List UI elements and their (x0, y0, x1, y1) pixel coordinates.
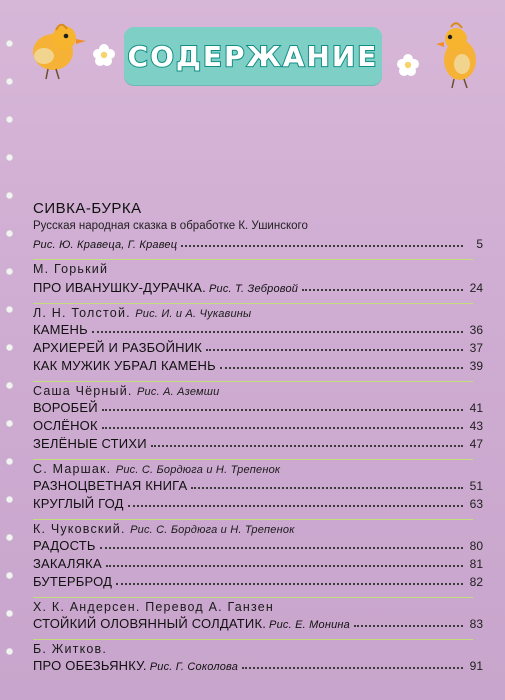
page-number: 63 (469, 497, 483, 511)
page-number: 43 (469, 419, 483, 433)
toc-work-row[interactable] (33, 322, 483, 337)
page-number: 91 (469, 659, 483, 673)
leader-dots (102, 426, 463, 429)
page-number: 80 (469, 539, 483, 553)
toc-work-row[interactable] (33, 200, 483, 217)
work-illustrator (33, 236, 177, 251)
toc-work-row[interactable] (33, 538, 483, 553)
page-number: 47 (469, 437, 483, 451)
binder-hole (6, 344, 13, 351)
chick-icon-left (20, 18, 90, 84)
binder-hole (6, 116, 13, 123)
binder-hole (6, 382, 13, 389)
page-number: 82 (469, 575, 483, 589)
work-title: ЗАКАЛЯКА (33, 556, 102, 571)
work-title: ПРО ОБЕЗЬЯНКУ. (33, 658, 147, 673)
toc-work-row[interactable] (33, 400, 483, 415)
binder-hole (6, 268, 13, 275)
work-title-wrapper (33, 658, 238, 673)
author-name: М. Горький (33, 262, 109, 276)
work-title: СТОЙКИЙ ОЛОВЯННЫЙ СОЛДАТИК. (33, 616, 267, 631)
work-title: АРХИЕРЕЙ И РАЗБОЙНИК (33, 340, 203, 355)
binder-hole (6, 306, 13, 313)
author-name: Л. Н. Толстой. (33, 306, 131, 320)
binder-hole (6, 534, 13, 541)
toc-author-row (33, 520, 483, 538)
chick-icon-right (436, 20, 490, 90)
page-header (0, 0, 505, 110)
binder-hole (6, 458, 13, 465)
toc-author-row (33, 598, 483, 616)
work-title: КАК МУЖИК УБРАЛ КАМЕНЬ (33, 358, 216, 373)
illustrator-text: Рис. Е. Монина (269, 619, 350, 631)
toc-work-row[interactable] (33, 280, 483, 295)
leader-dots (220, 366, 463, 369)
leader-dots (181, 244, 463, 247)
binder-hole (6, 572, 13, 579)
toc-work-row[interactable] (33, 358, 483, 373)
illustrator-text: Рис. Г. Соколова (149, 661, 239, 673)
page-number: 51 (469, 479, 483, 493)
leader-dots (100, 546, 463, 549)
author-name: Х. К. Андерсен. Перевод А. Ганзен (33, 600, 275, 614)
binder-hole (6, 648, 13, 655)
toc-work-row[interactable] (33, 236, 483, 251)
toc-work-row[interactable] (33, 478, 483, 493)
illustrator-text: Рис. Т. Зебровой (208, 283, 299, 295)
title-plate (124, 27, 382, 85)
toc-work-row[interactable] (33, 616, 483, 631)
toc-work-row[interactable] (33, 556, 483, 571)
toc-work-row[interactable] (33, 574, 483, 589)
illustrator-text: Рис. С. Бордюга и Н. Трепенок (130, 524, 295, 536)
toc-author-row (33, 640, 483, 658)
page-number: 36 (469, 323, 483, 337)
toc-author-row (33, 382, 483, 400)
work-title: ЗЕЛЁНЫЕ СТИХИ (33, 436, 147, 451)
leader-dots (206, 348, 463, 351)
binder-hole (6, 192, 13, 199)
work-title: ВОРОБЕЙ (33, 400, 98, 415)
flower-icon (92, 43, 116, 67)
leader-dots (242, 666, 463, 669)
page-number: 81 (469, 557, 483, 571)
work-note: Русская народная сказка в обработке К. Ушинского (33, 220, 308, 232)
binder-hole (6, 610, 13, 617)
work-title: КАМЕНЬ (33, 322, 88, 337)
leader-dots (92, 330, 463, 333)
toc-work-row[interactable] (33, 418, 483, 433)
leader-dots (116, 582, 463, 585)
leader-dots (191, 486, 463, 489)
leader-dots (128, 504, 463, 507)
toc-work-row[interactable] (33, 436, 483, 451)
binder-hole (6, 154, 13, 161)
binder-hole (6, 496, 13, 503)
author-name: Саша Чёрный. (33, 384, 133, 398)
work-title-wrapper (33, 616, 350, 631)
leader-dots (302, 288, 463, 291)
binder-holes (6, 40, 14, 680)
page-number: 83 (469, 617, 483, 631)
work-title: РАЗНОЦВЕТНАЯ КНИГА (33, 478, 188, 493)
leader-dots (354, 624, 463, 627)
toc-work-row[interactable] (33, 496, 483, 511)
toc-author-row (33, 304, 483, 322)
binder-hole (6, 230, 13, 237)
binder-hole (6, 420, 13, 427)
work-title: КРУГЛЫЙ ГОД (33, 496, 124, 511)
page-number: 39 (469, 359, 483, 373)
illustrator-text: Рис. Ю. Кравеца, Г. Кравец (33, 239, 178, 251)
page-number: 24 (469, 281, 483, 295)
leader-dots (102, 408, 463, 411)
work-title: РАДОСТЬ (33, 538, 96, 553)
work-title: БУТЕРБРОД (33, 574, 113, 589)
page-number: 41 (469, 401, 483, 415)
leader-dots (106, 564, 463, 567)
page-title: СОДЕРЖАНИЕ (127, 39, 379, 73)
author-name: Б. Житков. (33, 642, 108, 656)
toc-note-line (33, 220, 483, 232)
author-name: С. Маршак. (33, 462, 112, 476)
page-number: 37 (469, 341, 483, 355)
toc-author-row (33, 260, 483, 278)
illustrator-text: Рис. С. Бордюга и Н. Трепенок (115, 464, 281, 476)
illustrator-text: Рис. А. Аземши (137, 386, 220, 398)
work-title-wrapper (33, 280, 298, 295)
work-title: ОСЛЁНОК (33, 418, 98, 433)
illustrator-text: Рис. И. и А. Чукавины (135, 308, 252, 320)
toc-work-row[interactable] (33, 340, 483, 355)
leader-dots (151, 444, 463, 447)
author-name: К. Чуковский. (33, 522, 126, 536)
page-number: 5 (476, 237, 483, 251)
work-title: ПРО ИВАНУШКУ-ДУРАЧКА. (33, 280, 206, 295)
work-title: СИВКА-БУРКА (33, 200, 142, 217)
flower-icon (396, 53, 420, 77)
toc-work-row[interactable] (33, 658, 483, 673)
toc-author-row (33, 460, 483, 478)
